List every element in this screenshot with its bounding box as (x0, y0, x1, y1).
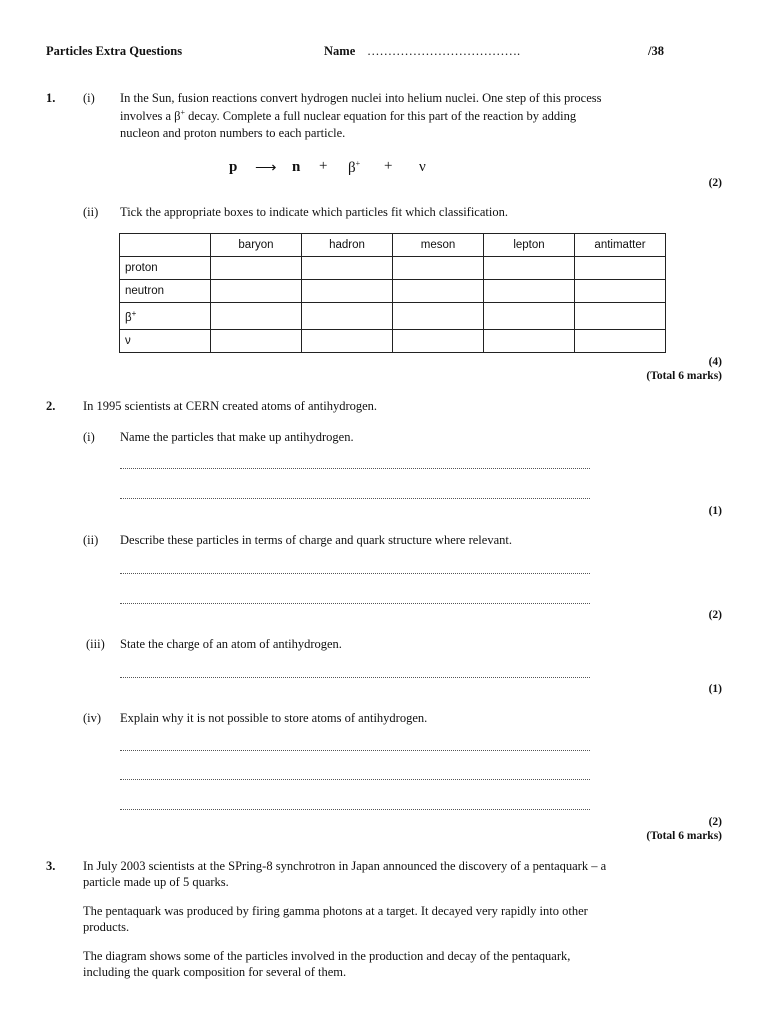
table-header-cell: meson (393, 234, 484, 257)
q2-part-iii-text: State the charge of an atom of antihydrogen. (120, 637, 342, 651)
q1-part-i-line3: nucleon and proton numbers to each particle. (120, 126, 346, 140)
tick-box[interactable] (575, 257, 666, 280)
q3-paragraph-1-line1: In July 2003 scientists at the SPring-8 synchrotron in Japan announced the discovery of a pentaquark – a (83, 859, 607, 873)
table-row (120, 303, 666, 330)
eq-plus-2: + (384, 158, 393, 174)
tick-box[interactable] (484, 257, 575, 280)
q1-part-ii-label: (ii) (83, 205, 99, 219)
q1-part-i-line1: In the Sun, fusion reactions convert hydrogen nuclei into helium nuclei. One step of this process (120, 91, 602, 105)
row-label: neutron (120, 280, 211, 303)
classification-table (119, 233, 666, 353)
table-row (120, 330, 666, 353)
tick-box[interactable] (393, 257, 484, 280)
table-row (120, 280, 666, 303)
q1-part-i-line2: involves a β+ decay. Complete a full nuclear equation for this part of the reaction by adding (120, 108, 577, 124)
total-marks: /38 (648, 44, 664, 58)
q1-part-i-marks: (2) (708, 177, 722, 189)
row-label: proton (120, 257, 211, 280)
answer-line[interactable] (120, 498, 590, 499)
q2-total-marks: (Total 6 marks) (646, 830, 722, 842)
tick-box[interactable] (211, 257, 302, 280)
q2-part-iv-marks: (2) (708, 816, 722, 828)
worksheet-title: Particles Extra Questions (46, 44, 183, 58)
tick-box[interactable] (302, 257, 393, 280)
answer-line[interactable] (120, 779, 590, 780)
table-header-row (120, 234, 666, 257)
tick-box[interactable] (393, 280, 484, 303)
q1-part-ii-text: Tick the appropriate boxes to indicate which particles fit which classification. (120, 205, 508, 219)
q2-part-ii-text: Describe these particles in terms of charge and quark structure where relevant. (120, 533, 512, 547)
tick-box[interactable] (575, 280, 666, 303)
table-row (120, 257, 666, 280)
q1-part-ii-marks: (4) (708, 356, 722, 368)
eq-beta-plus: β+ (348, 159, 361, 176)
question-1-number: 1. (46, 91, 56, 105)
q3-paragraph-1-line2: particle made up of 5 quarks. (83, 875, 229, 889)
question-2-number: 2. (46, 399, 56, 413)
table-header-cell: baryon (211, 234, 302, 257)
q2-part-i-marks: (1) (708, 505, 722, 517)
row-label: β+ (120, 303, 211, 330)
q3-paragraph-3-line2: including the quark composition for several of them. (83, 965, 347, 979)
q2-part-i-text: Name the particles that make up antihydrogen. (120, 430, 354, 444)
answer-line[interactable] (120, 603, 590, 604)
tick-box[interactable] (302, 280, 393, 303)
tick-box[interactable] (393, 303, 484, 330)
q1-part-i-label: (i) (83, 91, 95, 105)
q3-paragraph-3-line1: The diagram shows some of the particles involved in the production and decay of the pentaquark, (83, 949, 571, 963)
answer-line[interactable] (120, 750, 590, 751)
q2-part-iii-label: (iii) (86, 637, 105, 651)
q3-paragraph-2-line1: The pentaquark was produced by firing gamma photons at a target. It decayed very rapidly into other (83, 904, 588, 918)
tick-box[interactable] (484, 280, 575, 303)
eq-neutrino: ν (419, 159, 426, 175)
q2-part-ii-marks: (2) (708, 609, 722, 621)
q2-intro: In 1995 scientists at CERN created atoms of antihydrogen. (83, 399, 378, 413)
q2-part-i-label: (i) (83, 430, 95, 444)
eq-neutron: n (292, 159, 301, 175)
tick-box[interactable] (302, 303, 393, 330)
tick-box[interactable] (393, 330, 484, 353)
table-header-cell: antimatter (575, 234, 666, 257)
q2-part-ii-label: (ii) (83, 533, 99, 547)
q2-part-iv-label: (iv) (83, 711, 102, 725)
answer-line[interactable] (120, 468, 590, 469)
table-header-cell (120, 234, 211, 257)
answer-line[interactable] (120, 677, 590, 678)
name-field[interactable]: ………………………………. (367, 44, 521, 58)
tick-box[interactable] (302, 330, 393, 353)
table-header-cell: hadron (302, 234, 393, 257)
tick-box[interactable] (575, 330, 666, 353)
eq-proton: p (229, 159, 238, 175)
name-label: Name (324, 44, 356, 58)
answer-line[interactable] (120, 809, 590, 810)
eq-plus-1: + (319, 158, 328, 174)
eq-arrow: ⟶ (255, 160, 277, 176)
tick-box[interactable] (211, 280, 302, 303)
tick-box[interactable] (575, 303, 666, 330)
q2-part-iv-text: Explain why it is not possible to store atoms of antihydrogen. (120, 711, 428, 725)
q2-part-iii-marks: (1) (708, 683, 722, 695)
row-label: ν (120, 330, 211, 353)
tick-box[interactable] (484, 330, 575, 353)
table-header-cell: lepton (484, 234, 575, 257)
q3-paragraph-2-line2: products. (83, 920, 130, 934)
tick-box[interactable] (211, 330, 302, 353)
tick-box[interactable] (484, 303, 575, 330)
question-3-number: 3. (46, 859, 56, 873)
answer-line[interactable] (120, 573, 590, 574)
tick-box[interactable] (211, 303, 302, 330)
q1-total-marks: (Total 6 marks) (646, 370, 722, 382)
